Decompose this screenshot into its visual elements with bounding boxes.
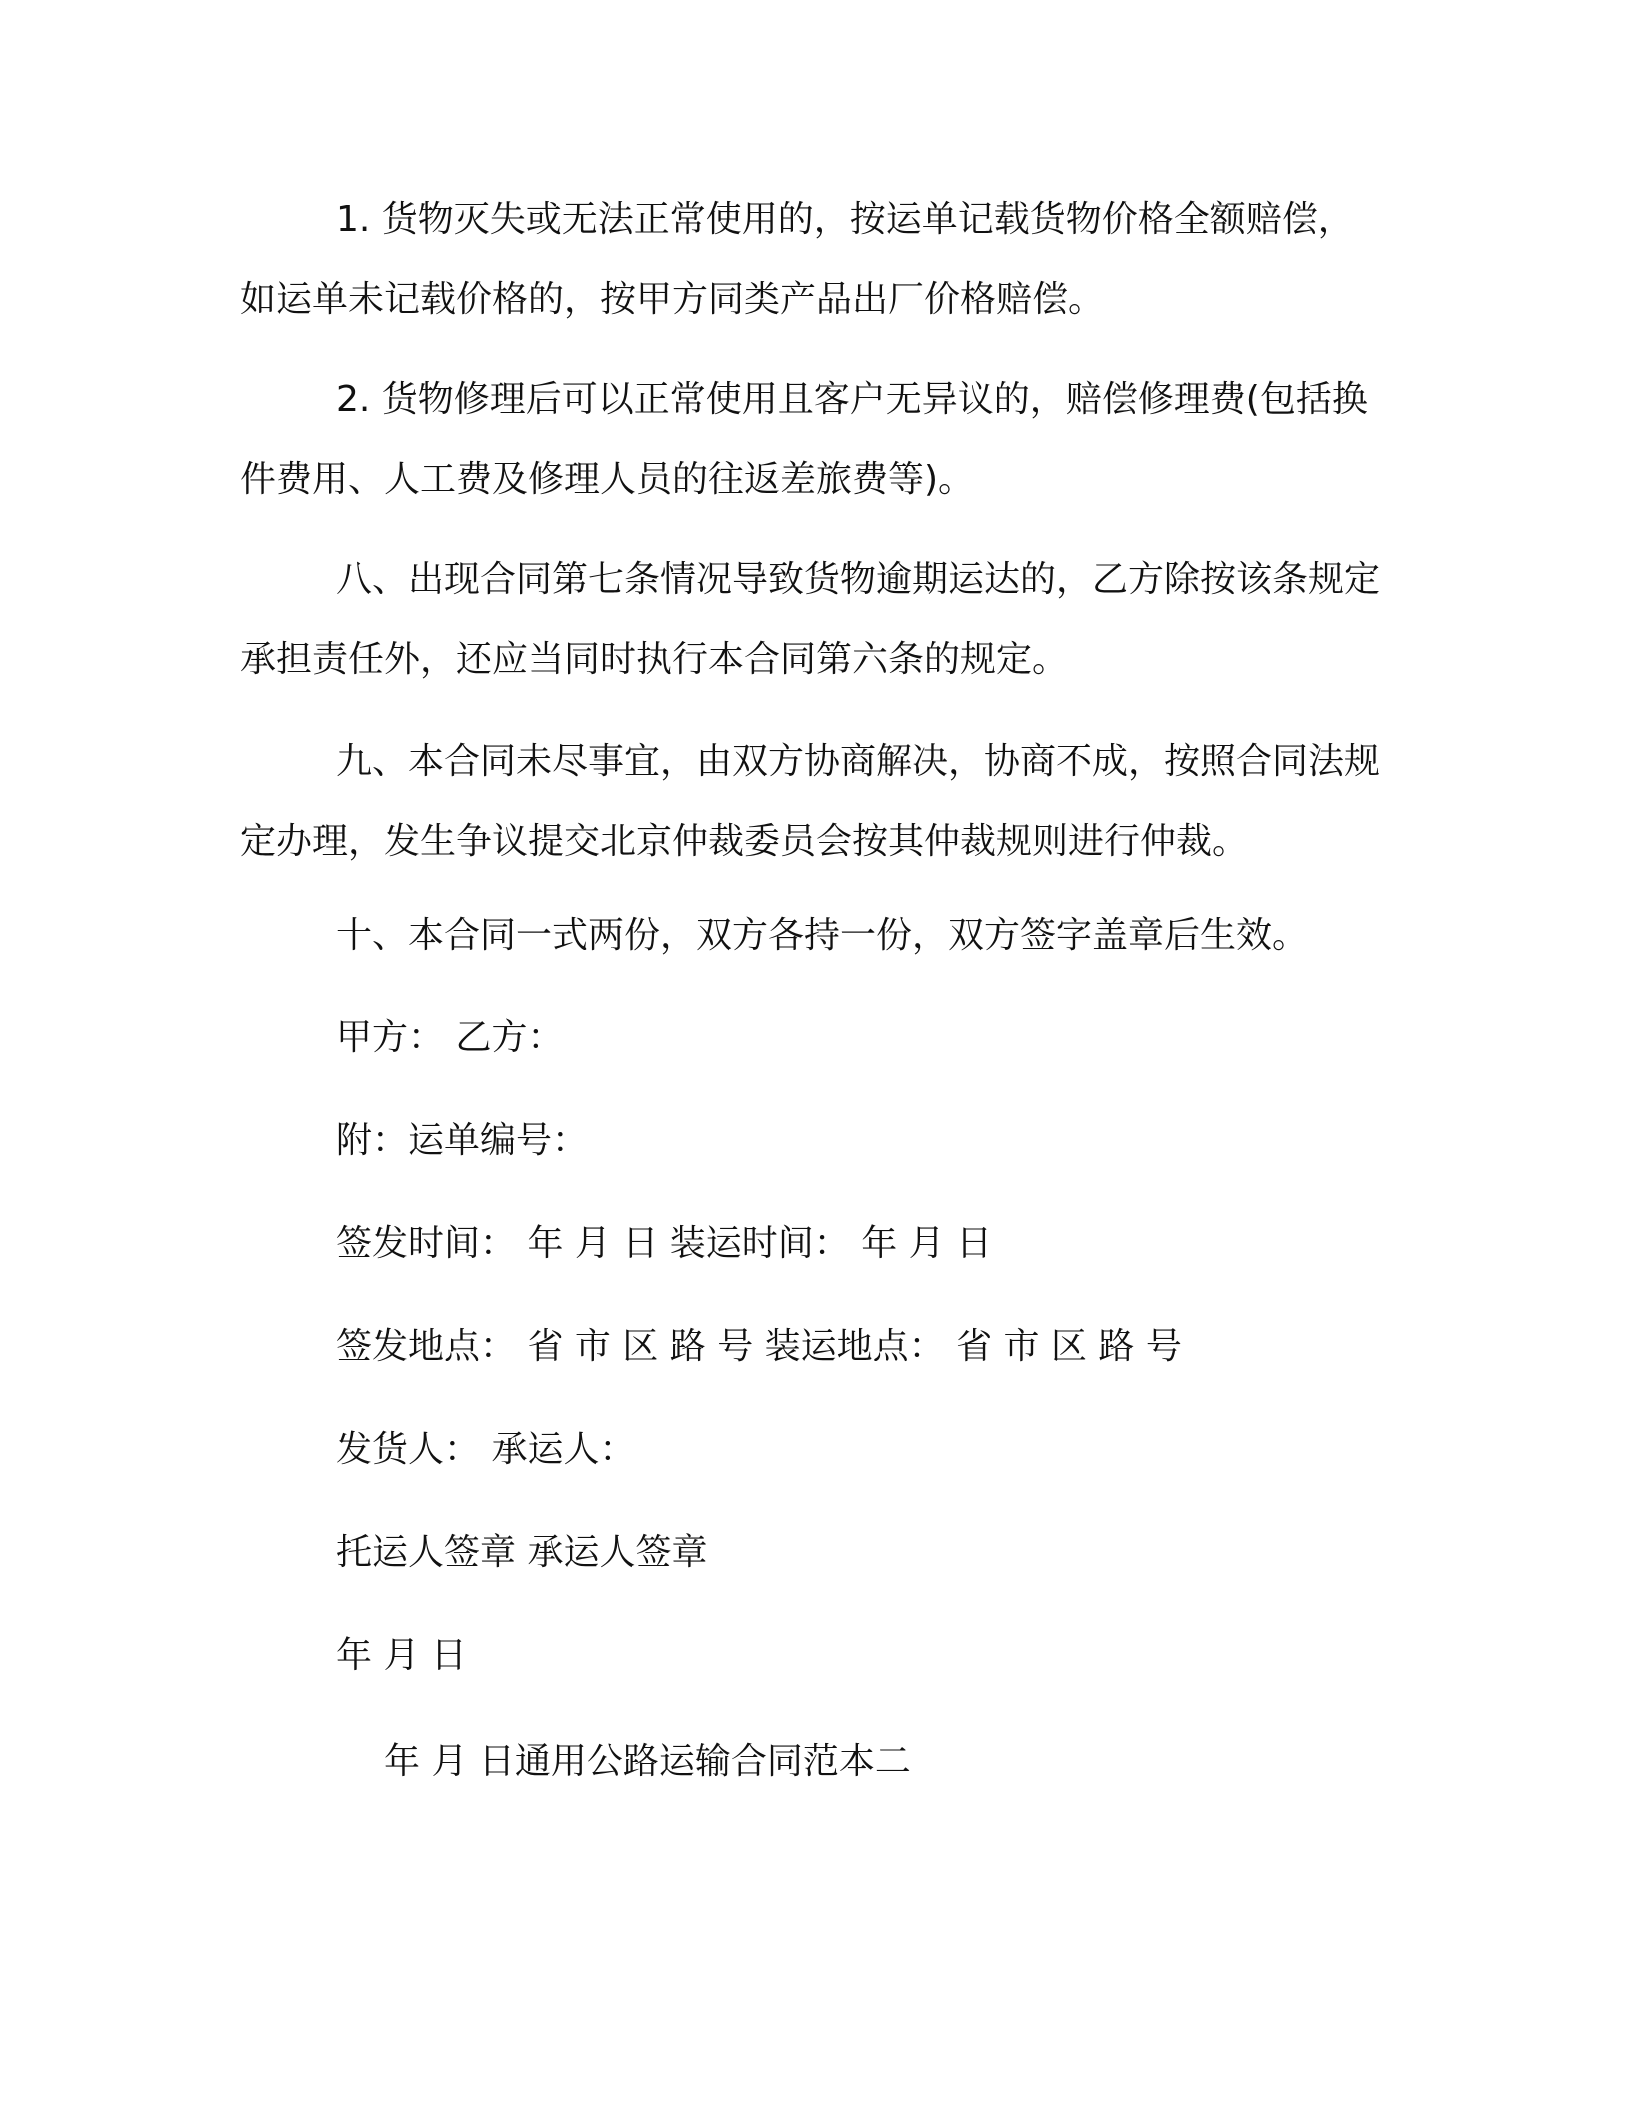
issue-time-line: 签发时间： 年 月 日 装运时间： 年 月 日 bbox=[336, 1223, 993, 1264]
clause-paragraph: 八、出现合同第七条情况导致货物逾期运达的，乙方除按该条规定承担责任外，还应当同时执行本合同第六条的规定。 bbox=[240, 559, 1381, 680]
signature-line: 托运人签章 承运人签章 bbox=[336, 1532, 708, 1573]
waybill-number-line: 附：运单编号： bbox=[336, 1120, 589, 1161]
closing-title: 年 月 日通用公路运输合同范本二 bbox=[384, 1741, 911, 1782]
shipper-carrier-line: 发货人： 承运人： bbox=[336, 1429, 636, 1470]
clause-line: 十、本合同一式两份，双方各持一份，双方签字盖章后生效。 bbox=[336, 915, 1309, 956]
party-line: 甲方： 乙方： bbox=[336, 1017, 564, 1058]
date-line: 年 月 日 bbox=[336, 1635, 467, 1676]
issue-place-line: 签发地点： 省 市 区 路 号 装运地点： 省 市 区 路 号 bbox=[336, 1326, 1182, 1367]
clause-paragraph: 2. 货物修理后可以正常使用且客户无异议的，赔偿修理费(包括换件费用、人工费及修理人员的往返差旅费等)。 bbox=[240, 379, 1368, 500]
clause-paragraph: 九、本合同未尽事宜，由双方协商解决，协商不成，按照合同法规定办理，发生争议提交北京仲裁委员会按其仲裁规则进行仲裁。 bbox=[240, 741, 1381, 862]
clause-paragraph: 1. 货物灭失或无法正常使用的，按运单记载货物价格全额赔偿，如运单未记载价格的，按甲方同类产品出厂价格赔偿。 bbox=[240, 199, 1354, 320]
